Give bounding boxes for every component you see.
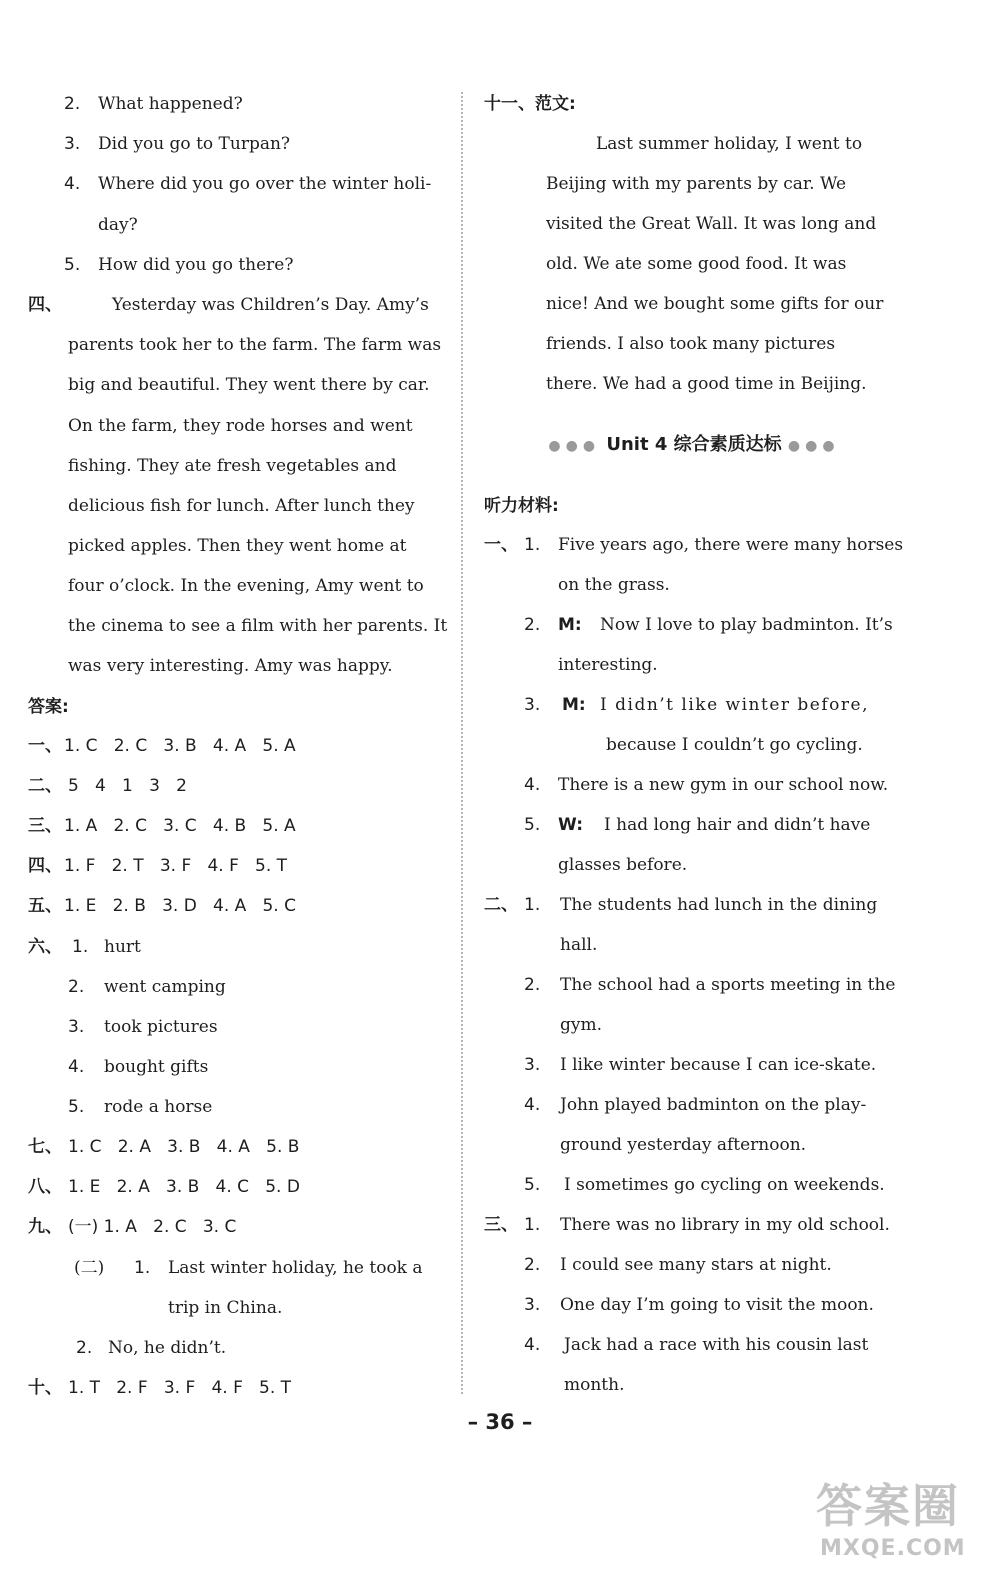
section-label: 五、 bbox=[28, 896, 62, 916]
passage-line: parents took her to the farm. The farm was bbox=[68, 335, 442, 355]
item-text: John played badminton on the play- bbox=[560, 1095, 867, 1115]
passage-line: was very interesting. Amy was happy. bbox=[68, 656, 393, 676]
item-number: 2. bbox=[68, 977, 85, 997]
passage-line: On the farm, they rode horses and went bbox=[68, 416, 413, 436]
speaker-label: M: bbox=[558, 615, 582, 635]
answers-title: 答案: bbox=[28, 697, 69, 717]
section-label: 二、 bbox=[484, 895, 518, 915]
item-text: The school had a sports meeting in the bbox=[560, 975, 896, 995]
item-number: 2. bbox=[524, 975, 541, 995]
item-number: 4. bbox=[524, 1095, 541, 1115]
item-text-continued: hall. bbox=[560, 935, 598, 955]
item-number: 1. bbox=[134, 1258, 151, 1278]
essay-line: old. We ate some good food. It was bbox=[546, 254, 847, 274]
section-label: 二、 bbox=[28, 776, 62, 796]
item-text: One day I’m going to visit the moon. bbox=[560, 1295, 874, 1315]
item-number: 1. bbox=[524, 1215, 541, 1235]
item-text: I sometimes go cycling on weekends. bbox=[564, 1175, 885, 1195]
item-number: 3. bbox=[64, 134, 81, 154]
answer-row: 1. E 2. A 3. B 4. C 5. D bbox=[68, 1177, 300, 1197]
item-number: 5. bbox=[524, 815, 541, 835]
item-number: 3. bbox=[524, 1295, 541, 1315]
section-label: 四、 bbox=[28, 295, 62, 315]
passage-line: Yesterday was Children’s Day. Amy’s bbox=[112, 295, 429, 315]
essay-line: there. We had a good time in Beijing. bbox=[546, 374, 867, 394]
watermark-text: 答案圈 bbox=[816, 1479, 960, 1533]
item-number: 5. bbox=[68, 1097, 85, 1117]
item-text: No, he didn’t. bbox=[108, 1338, 227, 1358]
section-label: 一、 bbox=[484, 535, 518, 555]
unit-heading bbox=[484, 430, 904, 456]
item-text: I had long hair and didn’t have bbox=[604, 815, 871, 835]
item-text: What happened? bbox=[98, 94, 243, 114]
item-text-continued: glasses before. bbox=[558, 855, 688, 875]
column-divider bbox=[461, 92, 463, 1394]
item-number: 2. bbox=[524, 615, 541, 635]
item-text: I like winter because I can ice-skate. bbox=[560, 1055, 877, 1075]
item-number: 4. bbox=[524, 775, 541, 795]
answer-row: (一) 1. A 2. C 3. C bbox=[68, 1217, 237, 1237]
item-text: Now I love to play badminton. It’s bbox=[600, 615, 893, 635]
passage-line: fishing. They ate fresh vegetables and bbox=[68, 456, 397, 476]
watermark-domain: MXQE.COM bbox=[820, 1536, 966, 1561]
unit-title: Unit 4 综合素质达标 bbox=[606, 434, 782, 455]
section-label: 六、 bbox=[28, 937, 62, 957]
item-number: 2. bbox=[64, 94, 81, 114]
item-text: took pictures bbox=[104, 1017, 218, 1037]
item-text: The students had lunch in the dining bbox=[560, 895, 878, 915]
passage-line: four o’clock. In the evening, Amy went to bbox=[68, 576, 424, 596]
section-label: 九、 bbox=[28, 1217, 62, 1237]
item-number: 4. bbox=[64, 174, 81, 194]
item-number: 5. bbox=[524, 1175, 541, 1195]
item-text: There was no library in my old school. bbox=[560, 1215, 890, 1235]
item-text: bought gifts bbox=[104, 1057, 209, 1077]
essay-line: Beijing with my parents by car. We bbox=[546, 174, 847, 194]
answer-row: 5 4 1 3 2 bbox=[68, 776, 187, 796]
item-number: 4. bbox=[524, 1335, 541, 1355]
item-text: There is a new gym in our school now. bbox=[558, 775, 889, 795]
item-text-continued: trip in China. bbox=[168, 1298, 283, 1318]
section-label: 十、 bbox=[28, 1378, 62, 1398]
section-label: 八、 bbox=[28, 1177, 62, 1197]
item-number: 4. bbox=[68, 1057, 85, 1077]
item-text-continued: day? bbox=[98, 215, 138, 235]
item-text: Did you go to Turpan? bbox=[98, 134, 291, 154]
item-text: went camping bbox=[104, 977, 226, 997]
passage-line: delicious fish for lunch. After lunch they bbox=[68, 496, 415, 516]
subsection-label: (二) bbox=[74, 1258, 105, 1278]
watermark-logo bbox=[810, 1470, 990, 1575]
section-label: 三、 bbox=[28, 816, 62, 836]
section-label: 三、 bbox=[484, 1215, 518, 1235]
item-text-continued: month. bbox=[564, 1375, 625, 1395]
answer-row: 1. F 2. T 3. F 4. F 5. T bbox=[64, 856, 288, 876]
essay-line: Last summer holiday, I went to bbox=[596, 134, 863, 154]
section-title: 十一、范文: bbox=[484, 94, 576, 114]
item-text: rode a horse bbox=[104, 1097, 213, 1117]
heading-dots-right: ●●● bbox=[787, 438, 840, 454]
item-number: 1. bbox=[524, 535, 541, 555]
item-number: 3. bbox=[524, 1055, 541, 1075]
essay-line: visited the Great Wall. It was long and bbox=[546, 214, 877, 234]
item-text-continued: gym. bbox=[560, 1015, 603, 1035]
listening-title: 听力材料: bbox=[484, 496, 559, 516]
passage-line: big and beautiful. They went there by car. bbox=[68, 375, 430, 395]
answer-row: 1. A 2. C 3. C 4. B 5. A bbox=[64, 816, 296, 836]
item-text: Where did you go over the winter holi- bbox=[98, 174, 432, 194]
speaker-label: M: bbox=[562, 695, 586, 715]
item-number: 1. bbox=[72, 937, 89, 957]
item-text: hurt bbox=[104, 937, 141, 957]
item-text-continued: because I couldn’t go cycling. bbox=[606, 735, 863, 755]
item-text: I could see many stars at night. bbox=[560, 1255, 832, 1275]
item-text: Last winter holiday, he took a bbox=[168, 1258, 423, 1278]
section-label: 七、 bbox=[28, 1137, 62, 1157]
section-label: 四、 bbox=[28, 856, 62, 876]
item-text-continued: on the grass. bbox=[558, 575, 670, 595]
answer-row: 1. C 2. C 3. B 4. A 5. A bbox=[64, 736, 296, 756]
item-number: 3. bbox=[524, 695, 541, 715]
speaker-label: W: bbox=[558, 815, 584, 835]
passage-line: picked apples. Then they went home at bbox=[68, 536, 407, 556]
item-number: 3. bbox=[68, 1017, 85, 1037]
section-label: 一、 bbox=[28, 736, 62, 756]
item-number: 2. bbox=[524, 1255, 541, 1275]
answer-row: 1. E 2. B 3. D 4. A 5. C bbox=[64, 896, 296, 916]
answer-row: 1. C 2. A 3. B 4. A 5. B bbox=[68, 1137, 300, 1157]
essay-line: friends. I also took many pictures bbox=[546, 334, 836, 354]
item-text: How did you go there? bbox=[98, 255, 294, 275]
item-text-continued: interesting. bbox=[558, 655, 658, 675]
item-text: Five years ago, there were many horses bbox=[558, 535, 904, 555]
item-number: 1. bbox=[524, 895, 541, 915]
page-number: – 36 – bbox=[467, 1410, 533, 1434]
answer-row: 1. T 2. F 3. F 4. F 5. T bbox=[68, 1378, 292, 1398]
item-text: I didn’t like winter before, bbox=[600, 695, 869, 715]
item-number: 2. bbox=[76, 1338, 93, 1358]
heading-dots-left: ●●● bbox=[548, 438, 601, 454]
essay-line: nice! And we bought some gifts for our bbox=[546, 294, 884, 314]
item-number: 5. bbox=[64, 255, 81, 275]
item-text: Jack had a race with his cousin last bbox=[564, 1335, 869, 1355]
passage-line: the cinema to see a film with her parents. It bbox=[68, 616, 448, 636]
item-text-continued: ground yesterday afternoon. bbox=[560, 1135, 807, 1155]
